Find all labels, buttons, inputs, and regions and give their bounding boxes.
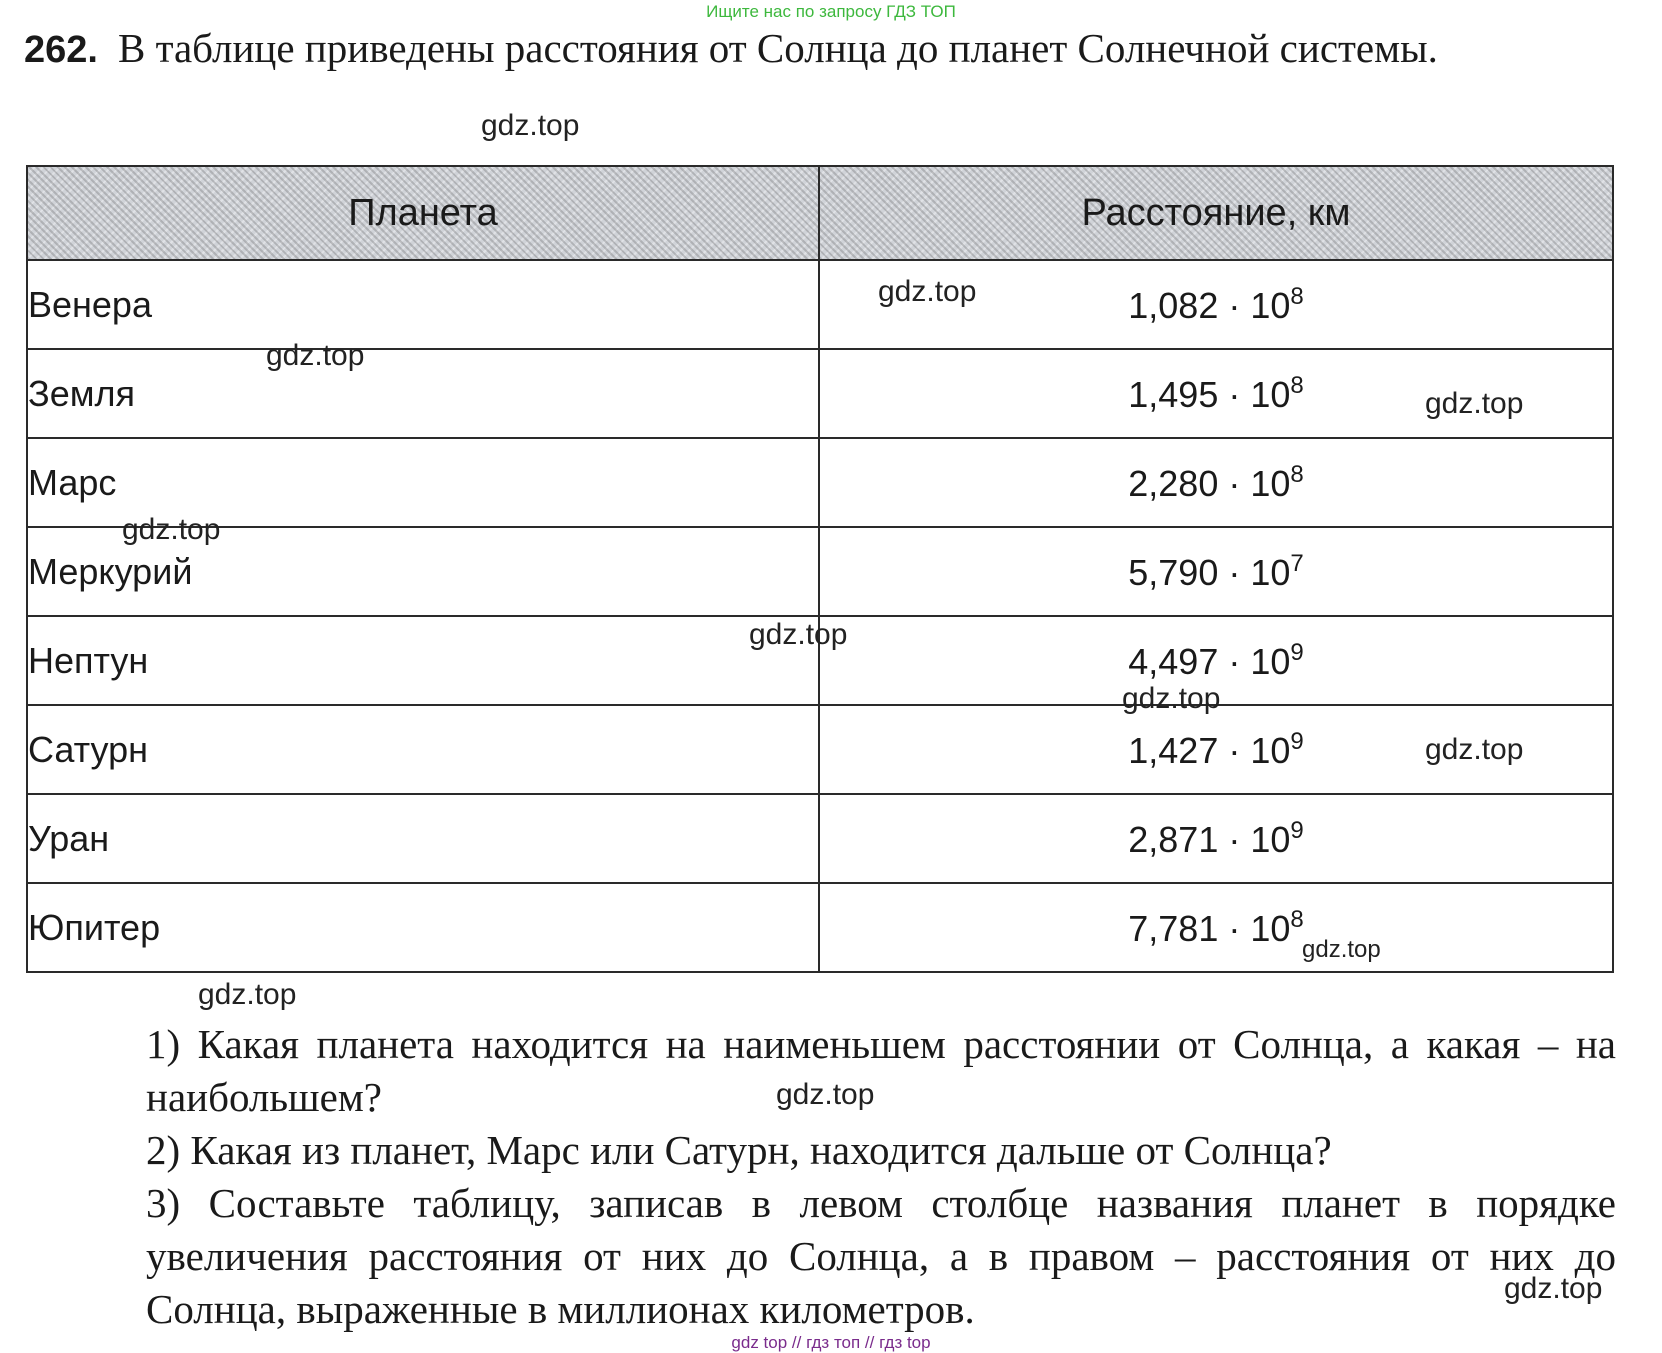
table-row (27, 349, 1613, 438)
table (26, 165, 1614, 973)
watermark: gdz.top (198, 978, 297, 1011)
watermark: gdz.top (1504, 1272, 1603, 1305)
question-3: 3) Составьте таблицу, записав в левом столбце названия планет в порядке увеличения расстояния от них до Солнца, а в правом – расстояния от них до Солнца, выраженные в миллионах километров. (146, 1180, 1616, 1332)
distance-base: 10 (1250, 640, 1291, 682)
planet-distance: $1,082 \cdot 10^8$ (819, 260, 1613, 349)
distance-mantissa: 1,427 (1128, 729, 1219, 771)
planet-name: Сатурн (27, 705, 819, 794)
planet-distance: $1,495 \cdot 10^8$ (819, 349, 1613, 438)
question-2: 2) Какая из планет, Марс или Сатурн, находится дальше от Солнца? (146, 1127, 1332, 1173)
distance-exponent: 9 (1290, 816, 1304, 844)
distance-exponent: 8 (1290, 460, 1304, 488)
planet-name: Юпитер (27, 883, 819, 972)
planet-name: Нептун (27, 616, 819, 705)
problem-number: 262. (24, 29, 98, 71)
planet-name: Марс (27, 438, 819, 527)
header-distance: Расстояние, км (819, 166, 1613, 260)
distance-exponent: 9 (1290, 727, 1304, 755)
distance-exponent: 8 (1290, 282, 1304, 310)
distance-mantissa: 4,497 (1128, 640, 1219, 682)
planet-name: Земля (27, 349, 819, 438)
distance-base: 10 (1250, 551, 1291, 593)
header-planet: Планета (27, 166, 819, 260)
watermark: gdz.top (776, 1078, 875, 1111)
distance-mantissa: 7,781 (1128, 907, 1219, 949)
distance-base: 10 (1250, 284, 1291, 326)
distance-mantissa: 2,280 (1128, 462, 1219, 504)
planet-distance-table (26, 165, 1614, 973)
planet-distance: $2,280 \cdot 10^8$ (819, 438, 1613, 527)
watermark: gdz.top (266, 339, 365, 372)
watermark: gdz.top (1122, 682, 1221, 715)
watermark: gdz.top (1425, 733, 1524, 766)
watermark: gdz.top (878, 275, 977, 308)
table-row (27, 527, 1613, 616)
distance-exponent: 8 (1290, 371, 1304, 399)
table-row (27, 260, 1613, 349)
table-row (27, 705, 1613, 794)
problem-statement (24, 20, 1624, 78)
top-banner: Ищите нас по запросу ГДЗ ТОП (706, 2, 956, 21)
planet-distance: $5,790 \cdot 10^7$ (819, 527, 1613, 616)
watermark: gdz.top (1302, 936, 1381, 963)
distance-base: 10 (1250, 729, 1291, 771)
watermark: gdz.top (749, 618, 848, 651)
question-1: 1) Какая планета находится на наименьшем расстоянии от Солнца, а какая – на наибольшем? (146, 1021, 1616, 1120)
questions (146, 1018, 1616, 1336)
distance-exponent: 9 (1290, 638, 1304, 666)
table-row (27, 794, 1613, 883)
distance-base: 10 (1250, 818, 1291, 860)
planet-distance: $7,781 \cdot 10^8$ (819, 883, 1613, 972)
distance-mantissa: 1,082 (1128, 284, 1219, 326)
watermark: gdz.top (1425, 387, 1524, 420)
watermark: gdz.top (122, 513, 221, 546)
table-header-row (27, 166, 1613, 260)
table-row (27, 438, 1613, 527)
planet-name: Меркурий (27, 527, 819, 616)
distance-mantissa: 2,871 (1128, 818, 1219, 860)
planet-distance: $2,871 \cdot 10^9$ (819, 794, 1613, 883)
distance-base: 10 (1250, 907, 1291, 949)
distance-mantissa: 5,790 (1128, 551, 1219, 593)
planet-name: Венера (27, 260, 819, 349)
distance-mantissa: 1,495 (1128, 373, 1219, 415)
bottom-banner: gdz top // гдз топ // гдз top (731, 1333, 931, 1352)
distance-exponent: 8 (1290, 905, 1304, 933)
distance-base: 10 (1250, 373, 1291, 415)
planet-name: Уран (27, 794, 819, 883)
watermark: gdz.top (481, 109, 580, 142)
problem-text: В таблице приведены расстояния от Солнца до планет Солнечной системы. (117, 25, 1438, 71)
planet-distance: $1,427 \cdot 10^9$ (819, 705, 1613, 794)
planet-distance: $4,497 \cdot 10^9$ (819, 616, 1613, 705)
distance-exponent: 7 (1290, 549, 1304, 577)
distance-base: 10 (1250, 462, 1291, 504)
